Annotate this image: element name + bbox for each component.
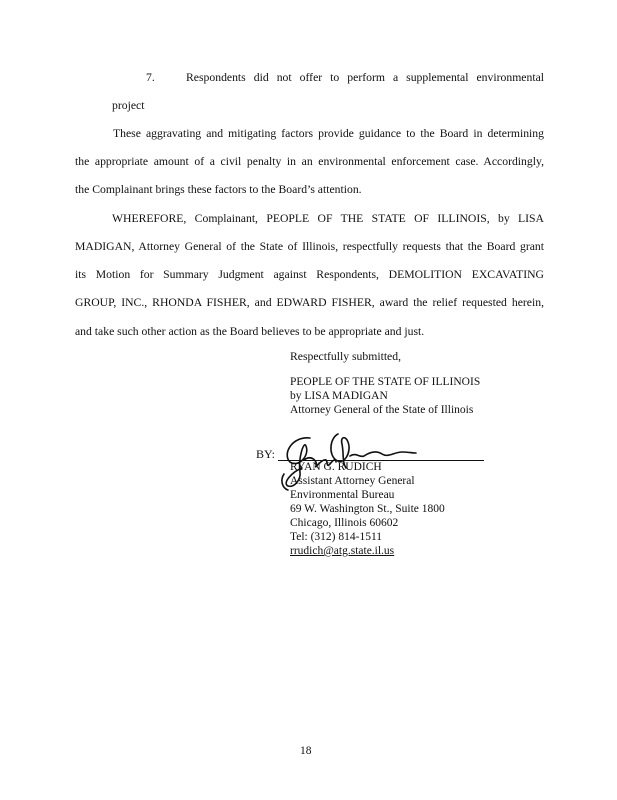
attorney-info-line: Environmental Bureau	[290, 489, 395, 501]
closing-phrase: Respectfully submitted,	[290, 350, 402, 363]
factors-paragraph-line: the appropriate amount of a civil penalty in an environmental enforcement case. Accordingly,	[75, 155, 544, 168]
organization-line: Attorney General of the State of Illinois	[290, 404, 474, 416]
attorney-info-line: 69 W. Washington St., Suite 1800	[290, 503, 445, 515]
wherefore-paragraph-line: MADIGAN, Attorney General of the State of Illinois, respectfully requests that the Board grant	[75, 240, 544, 253]
attorney-info-line: Tel: (312) 814-1511	[290, 531, 383, 543]
page-number: 18	[300, 745, 312, 757]
organization-line: by LISA MADIGAN	[290, 390, 388, 402]
by-label: BY:	[256, 447, 275, 461]
attorney-info-line: Chicago, Illinois 60602	[290, 517, 399, 529]
organization-line: PEOPLE OF THE STATE OF ILLINOIS	[290, 376, 481, 388]
factors-paragraph-line: These aggravating and mitigating factors provide guidance to the Board in determining	[113, 127, 544, 140]
wherefore-paragraph-line: WHEREFORE, Complainant, PEOPLE OF THE STATE OF ILLINOIS, by LISA	[112, 212, 544, 225]
item-number: 7.	[146, 71, 155, 84]
attorney-email-link[interactable]: rrudich@atg.state.il.us	[290, 545, 395, 557]
wherefore-paragraph-line: GROUP, INC., RHONDA FISHER, and EDWARD FISHER, award the relief requested herein,	[75, 296, 544, 309]
item-7-text-line-2: project	[112, 99, 145, 112]
wherefore-paragraph-line: its Motion for Summary Judgment against Respondents, DEMOLITION EXCAVATING	[75, 268, 544, 281]
factors-paragraph-line: the Complainant brings these factors to the Board’s attention.	[75, 183, 362, 196]
attorney-info-line: Assistant Attorney General	[290, 475, 415, 487]
item-7-text-line-1: Respondents did not offer to perform a supplemental environmental	[186, 71, 544, 84]
wherefore-paragraph-line: and take such other action as the Board believes to be appropriate and just.	[75, 325, 425, 338]
signer-name: RYAN G. RUDICH	[290, 461, 382, 473]
